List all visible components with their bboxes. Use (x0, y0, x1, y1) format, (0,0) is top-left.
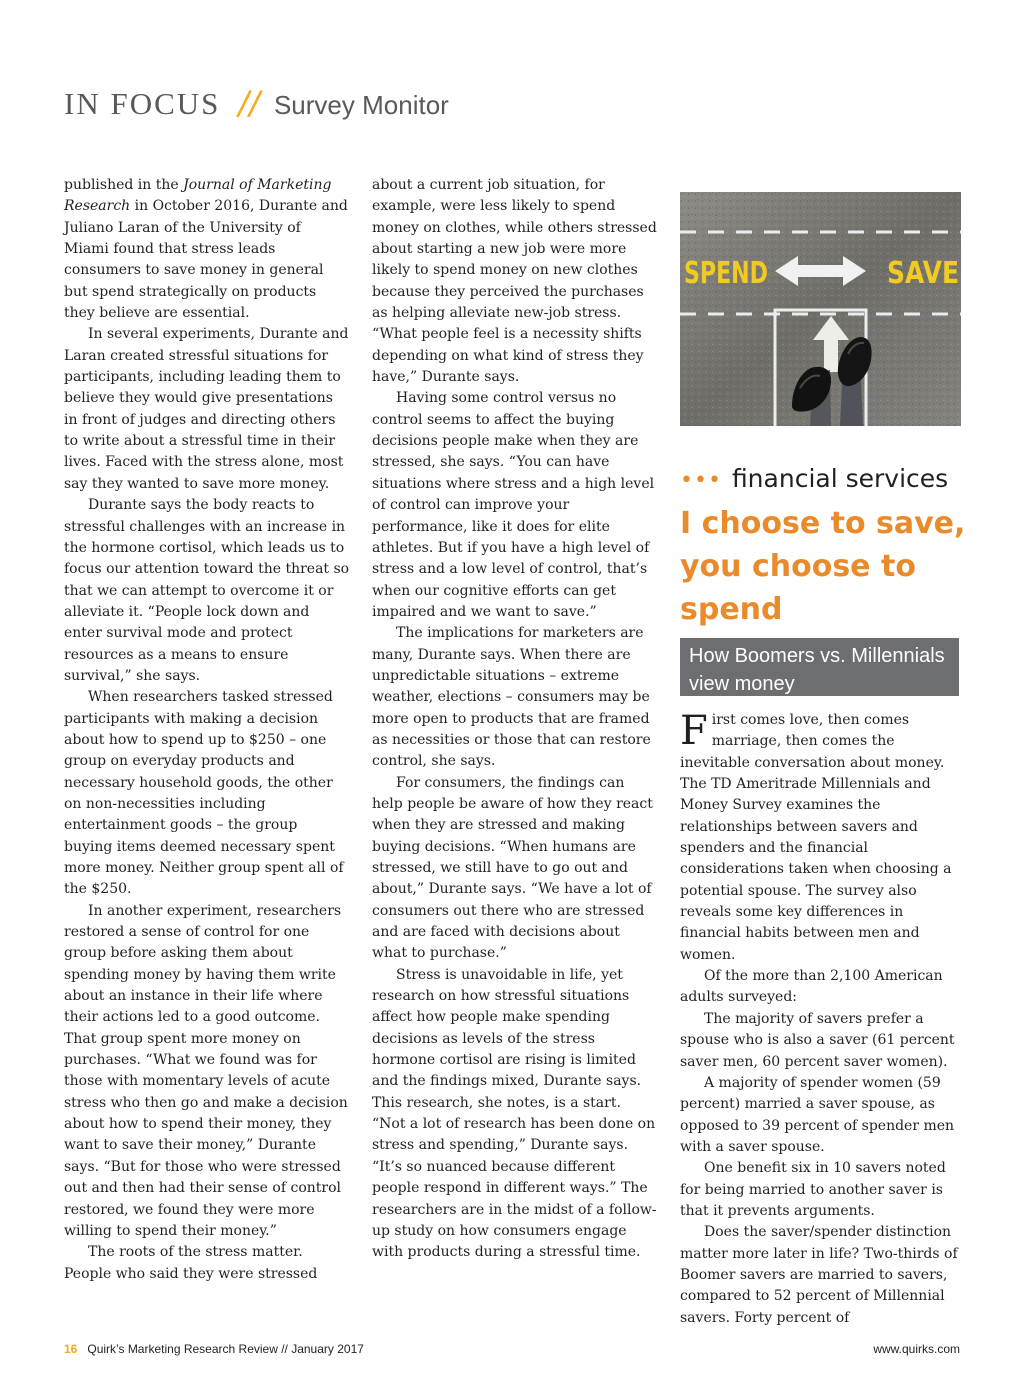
publication-info: Quirk’s Marketing Research Review // January 2017 (87, 1342, 364, 1356)
paragraph: For consumers, the findings can help people be aware of how they react when they are stressed and making buying decisions. “When humans are stressed, we still have to go out and about,” Durante says. “We have a lot of consumers out there who are stressed and are faced with decisions about what to purchase.” (372, 774, 653, 962)
spend-save-photo (680, 192, 961, 426)
paragraph: The roots of the stress matter. People who said they were stressed (64, 1244, 318, 1282)
paragraph: When researchers tasked stressed participants with making a decision about how to spend up to $250 – one group on everyday products and necessary household goods, the other on non-necessities including entertainment goods – the group buying items deemed necessary spent more money. Neither group spent all of the $250. (64, 689, 344, 898)
sidebar-deck: How Boomers vs. Millennials view money (680, 638, 959, 696)
header-divider: // (238, 84, 260, 122)
section-title: IN FOCUS (64, 86, 221, 121)
paragraph: Stress is unavoidable in life, yet research on how stressful situations affect how people make spending decisions as levels of the stress hormone cortisol are rising is limited and the findings mixed, Durante says. This research, she notes, is a start. “Not a lot of research has been done on stress and spending,” Durante says. “It’s so nuanced because different people respond in different ways.” The researchers are in the midst of a follow-up study on how consumers engage with products during a stressful time. (372, 966, 657, 1261)
kicker-label: financial services (731, 464, 949, 493)
bullet-dots-icon: ••• (680, 468, 722, 493)
paragraph: Having some control versus no control seems to affect the buying decisions people make when they are stressed, she says. “You can have situations where stress and a high level of control can improve your performance, like it does for elite athletes. But if you have a high level of stress and a low level of control, that’s when our cognitive efforts can get impaired and we want to save.” (372, 390, 655, 620)
article-column-1 (64, 175, 350, 1285)
save-label: SAVE (887, 256, 959, 291)
paragraph: Does the saver/spender distinction matter more later in life? Two-thirds of Boomer savers are married to savers, compared to 52 percent of Millennial savers. Forty percent of (680, 1224, 958, 1326)
subsection-title: Survey Monitor (273, 90, 449, 120)
paragraph: Durante says the body reacts to stressful challenges with an increase in the hormone cortisol, which leads us to focus our attention toward the threat so that we can attempt to overcome it or alleviate it. “People lock down and enter survival mode and protect resources as a means to ensure survival,” she says. (64, 497, 350, 684)
sidebar-body (680, 710, 963, 1329)
sidebar-headline: I choose to save, you choose to spend (680, 506, 966, 627)
paragraph: One benefit six in 10 savers noted for being married to another saver is that it prevents arguments. (680, 1160, 946, 1219)
page-header (64, 84, 449, 128)
spend-label: SPEND (684, 256, 768, 291)
drop-cap: F (680, 708, 708, 754)
paragraph: Of the more than 2,100 American adults surveyed: (680, 968, 943, 1006)
website-link[interactable]: www.quirks.com (873, 1342, 960, 1356)
paragraph: published in the Journal of Marketing Research in October 2016, Durante and Juliano Laran of the University of Miami found that stress leads consumers to save money in general but spend strategically on products they believe are essential. (64, 177, 348, 322)
sidebar-kicker (680, 464, 970, 493)
paragraph: First comes love, then comes marriage, then comes the inevitable conversation about money. The TD Ameritrade Millennials and Money Survey examines the relationships between savers and spenders and the financial considerations taken when choosing a potential spouse. The survey also reveals some key differences in financial habits between men and women. (680, 708, 952, 963)
paragraph: A majority of spender women (59 percent) married a saver spouse, as opposed to 39 percent of spender men with a saver spouse. (680, 1074, 955, 1155)
paragraph: In another experiment, researchers restored a sense of control for one group before asking them about spending money by having them write about an instance in their life where their actions led to a good outcome. That group spent more money on purchases. “What we found was for those with momentary levels of acute stress who then go and make a decision about how to spend their money, they want to save their money,” Durante says. “But for those who were stressed out and then had their sense of control restored, we found they were more willing to spend their money.” (64, 902, 348, 1239)
page-footer (64, 1342, 960, 1362)
paragraph: about a current job situation, for example, were less likely to spend money on clothes, while others stressed about starting a new job were more likely to spend money on new clothes because they perceived the purchases as helping alleviate new-job stress. “What people feel is a necessity shifts depending on what kind of stress they have,” Durante says. (372, 177, 657, 386)
article-column-2 (372, 175, 657, 1264)
page-number: 16 (64, 1342, 78, 1356)
journal-title: Journal of Marketing Research (64, 177, 332, 215)
paragraph: The majority of savers prefer a spouse who is also a saver (61 percent saver men, 60 percent saver women). (680, 1010, 955, 1070)
paragraph: In several experiments, Durante and Laran created stressful situations for participants, including leading them to believe they would give presentations in front of judges and directing others to write about a stressful time in their lives. Faced with the stress alone, most say they wanted to save more money. (64, 326, 349, 492)
paragraph: The implications for marketers are many, Durante says. When there are unpredictable situations – extreme weather, elections – consumers may be more open to products that are framed as necessities or those that can restore control, she says. (372, 625, 651, 770)
